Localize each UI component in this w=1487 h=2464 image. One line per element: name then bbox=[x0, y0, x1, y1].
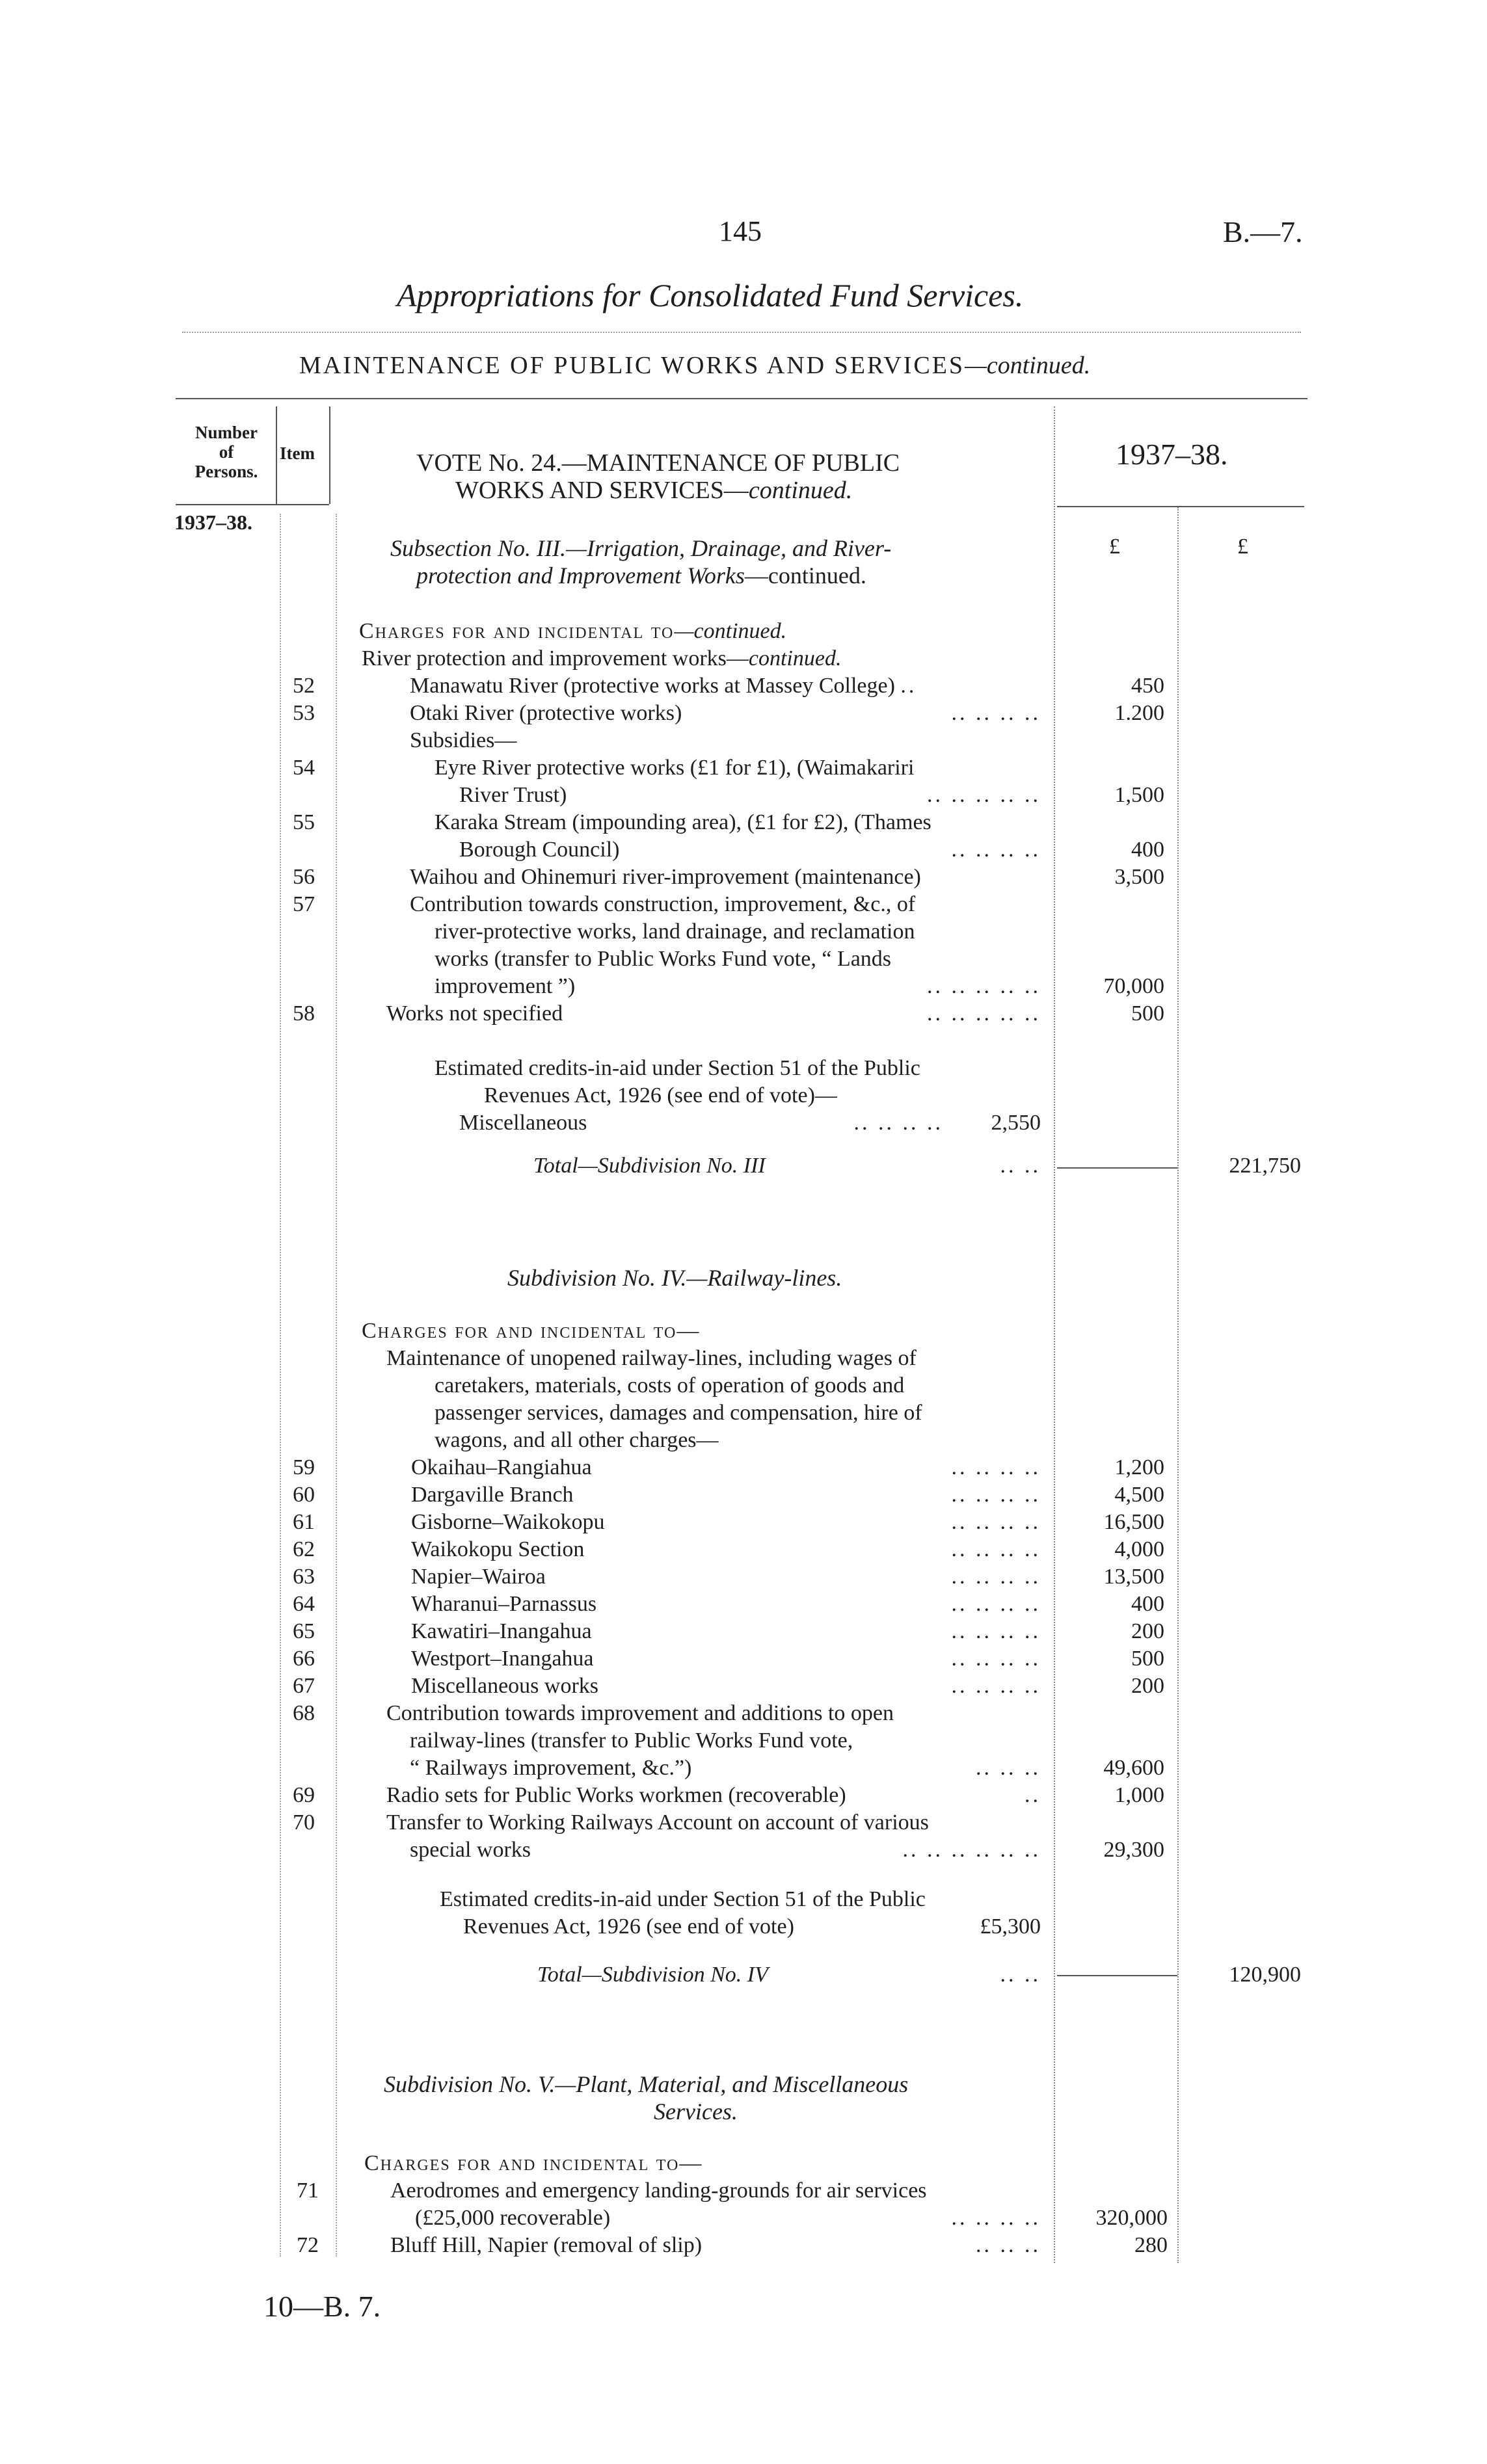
table-row bbox=[386, 1000, 1041, 1027]
table-row: Aerodromes and emergency landing-grounds for air services bbox=[390, 2179, 927, 2203]
row-description: Works not specified bbox=[386, 1001, 563, 1026]
credits-amount: £5,300 bbox=[980, 1914, 1041, 1939]
row-description: Contribution towards construction, improvement, &c., of bbox=[410, 892, 916, 916]
table-row bbox=[410, 864, 921, 891]
printer-signature: 10—B. 7. bbox=[263, 2290, 381, 2323]
table-row bbox=[411, 1563, 1041, 1591]
sub3-charges-heading bbox=[359, 618, 786, 645]
river-works-label: River protection and improvement works— bbox=[362, 646, 749, 670]
subsection-iii-heading-line-2 bbox=[416, 562, 866, 589]
row-description: Subsidies— bbox=[410, 728, 517, 752]
page-title: Appropriations for Consolidated Fund Services. bbox=[397, 277, 1024, 313]
row-description: improvement ”) bbox=[435, 974, 576, 998]
amount-header-rule bbox=[1057, 506, 1304, 507]
river-works-continued: continued. bbox=[748, 646, 842, 670]
leader-dots: .. .. .. .. bbox=[951, 1619, 1041, 1643]
leader-dots: .. .. .. .. bbox=[951, 1592, 1041, 1616]
leader-dots: .. .. .. .. bbox=[951, 1483, 1041, 1507]
item-number: 68 bbox=[293, 1701, 315, 1725]
persons-header-line-1: Number bbox=[195, 423, 258, 442]
item-number: 62 bbox=[293, 1537, 315, 1561]
table-row bbox=[411, 1645, 1041, 1673]
sub4-charges-label: Charges for and incidental to bbox=[362, 1319, 677, 1343]
table-row bbox=[410, 891, 915, 918]
credits-label: Miscellaneous bbox=[459, 1111, 587, 1135]
leader-dots: .. .. .. .. bbox=[951, 1674, 1041, 1698]
year-column-header: 1937–38. bbox=[1116, 438, 1228, 471]
vote-heading-main: WORKS AND SERVICES— bbox=[455, 477, 749, 504]
sub4-intro-line-4: wagons, and all other charges— bbox=[435, 1428, 719, 1452]
table-row bbox=[415, 2205, 1041, 2232]
leader-dots: .. .. .. .. bbox=[951, 1510, 1041, 1534]
sub3-credits-line-2: Revenues Act, 1926 (see end of vote)— bbox=[484, 1083, 837, 1107]
sub5-charges-dash: — bbox=[679, 2151, 702, 2175]
leader-dots: .. .. .. .. bbox=[951, 1647, 1041, 1671]
row-amount: 400 bbox=[1131, 1592, 1164, 1616]
leader-dots: .. .. .. .. bbox=[951, 2206, 1041, 2230]
sub3-credits-line-3 bbox=[459, 1109, 1041, 1137]
title-rule bbox=[182, 332, 1301, 333]
sub3-total-rule bbox=[1057, 1167, 1177, 1169]
row-description: Radio sets for Public Works workmen (recoverable) bbox=[386, 1783, 846, 1807]
vote-heading-line-2 bbox=[455, 476, 852, 505]
persons-column-header bbox=[181, 423, 272, 481]
sub3-charges-label: Charges for and incidental to bbox=[359, 619, 675, 643]
row-amount: 1.200 bbox=[1114, 701, 1164, 725]
table-row bbox=[411, 1618, 1041, 1645]
item-number: 67 bbox=[293, 1674, 315, 1698]
table-row bbox=[459, 836, 1041, 864]
row-amount: 450 bbox=[1131, 674, 1164, 698]
row-amount: 4,500 bbox=[1114, 1483, 1164, 1507]
row-description: special works bbox=[410, 1838, 531, 1862]
persons-header-rule bbox=[176, 504, 329, 505]
row-description: river-protective works, land drainage, and reclamation bbox=[435, 920, 915, 944]
vote-heading-line-1: VOTE No. 24.—MAINTENANCE OF PUBLIC bbox=[416, 449, 900, 477]
vote-heading-continued: continued. bbox=[748, 477, 853, 504]
item-number: 63 bbox=[293, 1565, 315, 1589]
table-row bbox=[411, 1481, 1041, 1509]
persons-year-label: 1937–38. bbox=[174, 510, 252, 534]
table-row bbox=[435, 918, 915, 946]
item-number: 60 bbox=[293, 1483, 315, 1507]
item-number: 64 bbox=[293, 1592, 315, 1616]
sub4-intro-line-1: Maintenance of unopened railway-lines, including wages of bbox=[386, 1346, 917, 1370]
row-amount: 1,000 bbox=[1114, 1783, 1164, 1807]
row-description: Miscellaneous works bbox=[411, 1674, 599, 1698]
row-amount: 1,500 bbox=[1114, 783, 1164, 807]
section-heading-main: MAINTENANCE OF PUBLIC WORKS AND SERVICES bbox=[299, 352, 965, 379]
table-row bbox=[410, 1755, 1041, 1782]
credits-label: Revenues Act, 1926 (see end of vote) bbox=[463, 1914, 794, 1939]
row-amount: 200 bbox=[1131, 1619, 1164, 1643]
sub4-charges-dash: — bbox=[677, 1319, 699, 1343]
item-column-rule-lower bbox=[336, 514, 337, 2257]
total-label: Total—Subdivision No. III bbox=[533, 1154, 766, 1178]
row-description: River Trust) bbox=[459, 783, 567, 807]
subsection-iii-heading-italic: protection and Improvement Works bbox=[416, 563, 745, 589]
item-number: 58 bbox=[293, 1001, 315, 1026]
total-label: Total—Subdivision No. IV bbox=[537, 1963, 768, 1987]
sub4-credits-line-2 bbox=[463, 1913, 1041, 1941]
table-row bbox=[410, 727, 516, 754]
item-column-rule bbox=[329, 406, 330, 504]
table-row: Transfer to Working Railways Account on account of various bbox=[386, 1810, 929, 1835]
table-row bbox=[435, 809, 931, 836]
row-amount: 500 bbox=[1131, 1001, 1164, 1026]
sub4-charges-heading bbox=[362, 1318, 699, 1345]
table-row bbox=[435, 946, 891, 973]
leader-dots: .. .. .. .. bbox=[951, 1455, 1041, 1479]
table-row: Contribution towards improvement and additions to open bbox=[386, 1701, 894, 1725]
leader-dots: .. .. .. .. .. bbox=[927, 1001, 1041, 1026]
item-column-header: Item bbox=[280, 444, 315, 463]
item-number: 53 bbox=[293, 701, 315, 725]
row-description: Borough Council) bbox=[459, 838, 620, 862]
sub5-charges-heading bbox=[364, 2150, 701, 2177]
table-row bbox=[386, 1782, 1041, 1809]
row-description: Otaki River (protective works) bbox=[410, 701, 682, 725]
item-number: 72 bbox=[297, 2233, 319, 2257]
row-description: (£25,000 recoverable) bbox=[415, 2206, 611, 2230]
table-row bbox=[435, 973, 1041, 1000]
row-description: Wharanui–Parnassus bbox=[411, 1592, 597, 1616]
row-description: “ Railways improvement, &c.”) bbox=[410, 1756, 692, 1780]
row-amount: 320,000 bbox=[1095, 2206, 1168, 2230]
row-amount: 16,500 bbox=[1103, 1510, 1164, 1534]
leader-dots: .. .. bbox=[1000, 1963, 1041, 1987]
row-amount: 1,200 bbox=[1114, 1455, 1164, 1479]
leader-dots: .. .. bbox=[1000, 1154, 1041, 1178]
row-amount: 3,500 bbox=[1114, 865, 1164, 889]
item-number: 70 bbox=[293, 1810, 315, 1835]
leader-dots: .. .. .. .. bbox=[951, 1537, 1041, 1561]
item-number: 71 bbox=[297, 2179, 319, 2203]
item-number: 55 bbox=[293, 810, 315, 834]
sub3-credits-line-1: Estimated credits-in-aid under Section 51 of the Public bbox=[435, 1056, 920, 1080]
row-amount: 13,500 bbox=[1103, 1565, 1164, 1589]
table-row: railway-lines (transfer to Public Works Fund vote, bbox=[410, 1729, 853, 1753]
row-amount: 400 bbox=[1131, 838, 1164, 862]
leader-dots: .. .. .. bbox=[976, 2233, 1041, 2257]
item-number: 65 bbox=[293, 1619, 315, 1643]
amount-column-rule bbox=[1054, 406, 1055, 2263]
sub3-total-row bbox=[533, 1152, 1041, 1180]
leader-dots: .. .. .. bbox=[976, 1756, 1041, 1780]
row-description: Waikokopu Section bbox=[411, 1537, 585, 1561]
item-number: 66 bbox=[293, 1647, 315, 1671]
row-amount: 29,300 bbox=[1103, 1838, 1164, 1862]
row-description: Okaihau–Rangiahua bbox=[411, 1455, 592, 1479]
page-number: 145 bbox=[719, 215, 762, 247]
subdivision-v-heading-line-2: Services. bbox=[654, 2099, 738, 2125]
leader-dots: .. .. .. .. .. bbox=[927, 783, 1041, 807]
leader-dots: .. .. .. .. .. bbox=[927, 974, 1041, 998]
section-heading bbox=[299, 351, 1090, 380]
item-number: 57 bbox=[293, 892, 315, 916]
river-works-heading bbox=[362, 645, 841, 672]
item-number: 54 bbox=[293, 756, 315, 780]
row-amount: 70,000 bbox=[1103, 974, 1164, 998]
sub5-charges-label: Charges for and incidental to bbox=[364, 2151, 680, 2175]
sub4-credits-line-1: Estimated credits-in-aid under Section 51 of the Public bbox=[440, 1887, 926, 1911]
row-amount: 49,600 bbox=[1103, 1756, 1164, 1780]
table-row bbox=[390, 2232, 1041, 2259]
subsection-iii-heading-line-1: Subsection No. III.—Irrigation, Drainage, and River- bbox=[390, 535, 892, 561]
row-description: Kawatiri–Inangahua bbox=[411, 1619, 592, 1643]
sub4-total-amount: 120,900 bbox=[1229, 1963, 1301, 1987]
pound-sign-items: £ bbox=[1109, 535, 1120, 559]
sub3-charges-continued: —continued. bbox=[674, 619, 787, 643]
leader-dots: .. .. .. .. bbox=[951, 1565, 1041, 1589]
document-reference: B.—7. bbox=[1223, 215, 1303, 248]
table-row bbox=[411, 1591, 1041, 1618]
section-heading-continued: —continued. bbox=[965, 352, 1091, 379]
leader-dots: .. .. .. .. .. .. bbox=[902, 1838, 1041, 1862]
pound-sign-totals: £ bbox=[1237, 535, 1248, 559]
table-row bbox=[410, 700, 1041, 727]
row-description: Westport–Inangahua bbox=[411, 1647, 594, 1671]
leader-dots: .. bbox=[1025, 1783, 1041, 1807]
row-description: works (transfer to Public Works Fund vote, “ Lands bbox=[435, 947, 892, 971]
row-amount: 500 bbox=[1131, 1647, 1164, 1671]
table-row bbox=[459, 782, 1041, 809]
leader-dots: .. .. .. .. bbox=[853, 1111, 943, 1135]
subdivision-iv-heading: Subdivision No. IV.—Railway-lines. bbox=[507, 1265, 842, 1291]
table-row bbox=[411, 1454, 1041, 1481]
item-number: 59 bbox=[293, 1455, 315, 1479]
table-row bbox=[410, 1836, 1041, 1864]
item-number: 56 bbox=[293, 865, 315, 889]
persons-header-line-2: of bbox=[219, 442, 234, 462]
table-row bbox=[435, 754, 914, 782]
item-number: 52 bbox=[293, 674, 315, 698]
table-top-rule bbox=[176, 398, 1307, 399]
table-row bbox=[410, 672, 917, 700]
row-amount: 280 bbox=[1134, 2233, 1168, 2257]
item-number: 69 bbox=[293, 1783, 315, 1807]
subdivision-v-heading-line-1: Subdivision No. V.—Plant, Material, and Miscellaneous bbox=[384, 2071, 909, 2097]
row-description: Manawatu River (protective works at Massey College) bbox=[410, 674, 895, 698]
persons-header-line-3: Persons. bbox=[194, 462, 258, 481]
leader-dots: .. .. .. .. bbox=[951, 838, 1041, 862]
sub4-total-row bbox=[537, 1961, 1041, 1989]
credits-amount: 2,550 bbox=[991, 1111, 1041, 1135]
sub4-intro-line-3: passenger services, damages and compensation, hire of bbox=[435, 1401, 922, 1425]
sub4-intro-line-2: caretakers, materials, costs of operation of goods and bbox=[435, 1373, 905, 1398]
row-description: Bluff Hill, Napier (removal of slip) bbox=[390, 2233, 703, 2257]
row-description: Napier–Wairoa bbox=[411, 1565, 546, 1589]
row-description: Waihou and Ohinemuri river-improvement (maintenance) bbox=[410, 865, 921, 889]
row-amount: 4,000 bbox=[1114, 1537, 1164, 1561]
row-amount: 200 bbox=[1131, 1674, 1164, 1698]
sub4-total-rule bbox=[1057, 1975, 1177, 1976]
row-description: Karaka Stream (impounding area), (£1 for £2), (Thames bbox=[435, 810, 931, 834]
subsection-iii-heading-rest: —continued. bbox=[744, 563, 866, 589]
row-description: Dargaville Branch bbox=[411, 1483, 574, 1507]
table-row bbox=[411, 1673, 1041, 1700]
persons-column-rule bbox=[276, 406, 277, 504]
amount-split-rule bbox=[1177, 507, 1179, 2263]
row-description: Eyre River protective works (£1 for £1), (Waimakariri bbox=[435, 756, 915, 780]
leader-dots: .. .. .. .. bbox=[951, 701, 1041, 725]
table-row bbox=[411, 1536, 1041, 1563]
item-number: 61 bbox=[293, 1510, 315, 1534]
sub3-total-amount: 221,750 bbox=[1229, 1154, 1301, 1178]
row-description: Gisborne–Waikokopu bbox=[411, 1510, 605, 1534]
persons-column-rule-lower bbox=[280, 514, 281, 2257]
leader-dots: .. bbox=[900, 674, 917, 698]
table-row bbox=[411, 1509, 1041, 1536]
